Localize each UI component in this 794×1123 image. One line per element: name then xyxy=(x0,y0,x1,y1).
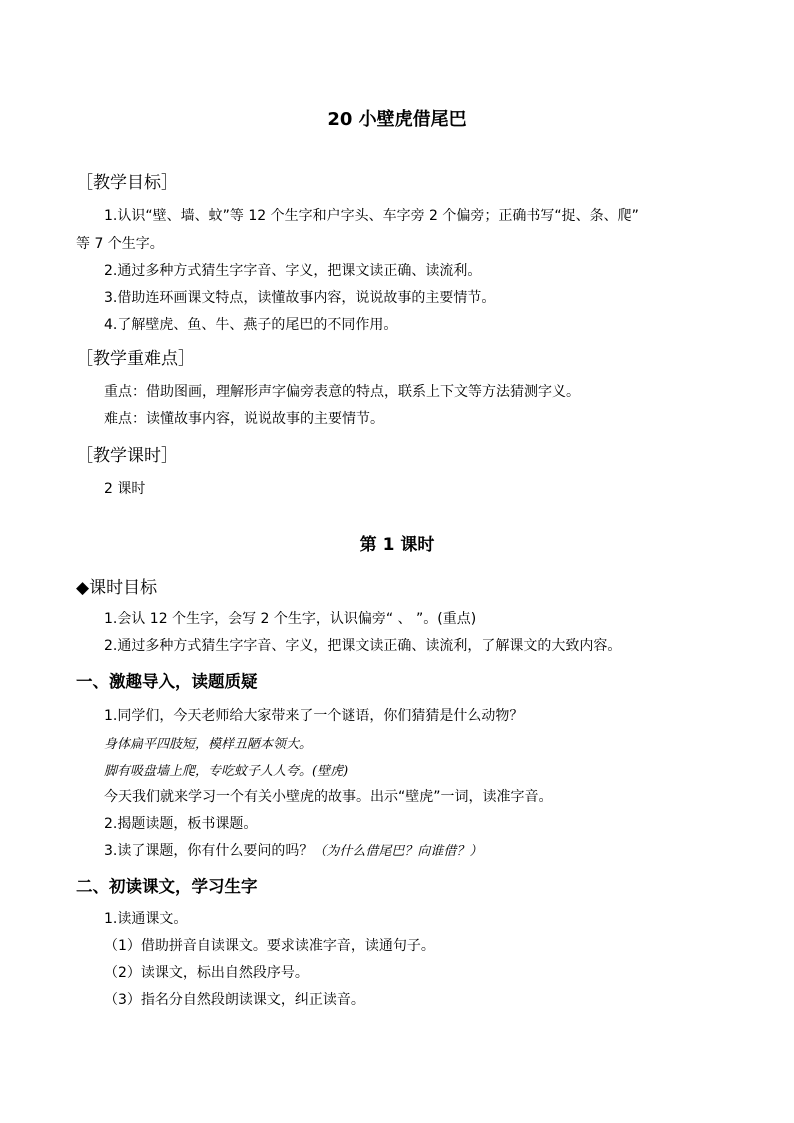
section-heading-goals: ［教学目标］ xyxy=(76,173,178,193)
reading-item: （2）读课文，标出自然段序号。 xyxy=(104,965,309,981)
reading-item: （1）借助拼音自读课文。要求读准字音，读通句子。 xyxy=(104,938,435,954)
riddle-line: 身体扁平四肢短，模样丑陋本领大。 xyxy=(104,737,313,752)
reading-item: （3）指名分自然段朗读课文，纠正读音。 xyxy=(104,992,365,1008)
intro-question-note: （为什么借尾巴？向谁借？） xyxy=(313,844,483,859)
key-point-item: 重点：借助图画，理解形声字偏旁表意的特点，联系上下文等方法猜测字义。 xyxy=(104,384,580,400)
periods-text: 2 课时 xyxy=(104,481,146,497)
lesson-title: 第 1 课时 xyxy=(359,535,435,555)
intro-paragraph: 2.揭题读题，板书课题。 xyxy=(104,816,258,832)
lesson-goal-item: 1.会认 12 个生字，会写 2 个生字，认识偏旁“ 、 ”。(重点) xyxy=(104,611,477,627)
part-heading-intro: 一、激趣导入，读题质疑 xyxy=(76,672,258,691)
riddle-line: 脚有吸盘墙上爬，专吃蚊子人人夸。(壁虎) xyxy=(104,764,349,779)
intro-paragraph: 今天我们就来学习一个有关小壁虎的故事。出示“壁虎”一词，读准字音。 xyxy=(104,789,553,805)
key-point-item: 难点：读懂故事内容，说说故事的主要情节。 xyxy=(104,411,384,427)
intro-paragraph xyxy=(104,840,482,860)
goal-item: 2.通过多种方式猜生字字音、字义，把课文读正确、读流利。 xyxy=(104,263,482,279)
document-title: 20 小壁虎借尾巴 xyxy=(327,109,467,130)
section-heading-key-points: ［教学重难点］ xyxy=(76,349,195,369)
lesson-goal-item: 2.通过多种方式猜生字字音、字义，把课文读正确、读流利，了解课文的大致内容。 xyxy=(104,638,622,654)
reading-item: 1.读通课文。 xyxy=(104,911,188,927)
goal-item: 1.认识“壁、墙、蚊”等 12 个生字和户字头、车字旁 2 个偏旁；正确书写“捉、条、爬” xyxy=(104,208,639,224)
lesson-goal-heading: ◆课时目标 xyxy=(76,578,158,598)
section-heading-periods: ［教学课时］ xyxy=(76,446,178,466)
goal-item: 3.借助连环画课文特点，读懂故事内容，说说故事的主要情节。 xyxy=(104,290,496,306)
goal-item: 等 7 个生字。 xyxy=(76,236,164,252)
intro-question: 1.同学们，今天老师给大家带来了一个谜语，你们猜猜是什么动物？ xyxy=(104,708,524,724)
goal-item: 4.了解壁虎、鱼、牛、燕子的尾巴的不同作用。 xyxy=(104,317,398,333)
intro-question-text: 3.读了课题，你有什么要问的吗？ xyxy=(104,843,314,859)
part-heading-reading: 二、初读课文，学习生字 xyxy=(76,877,258,896)
